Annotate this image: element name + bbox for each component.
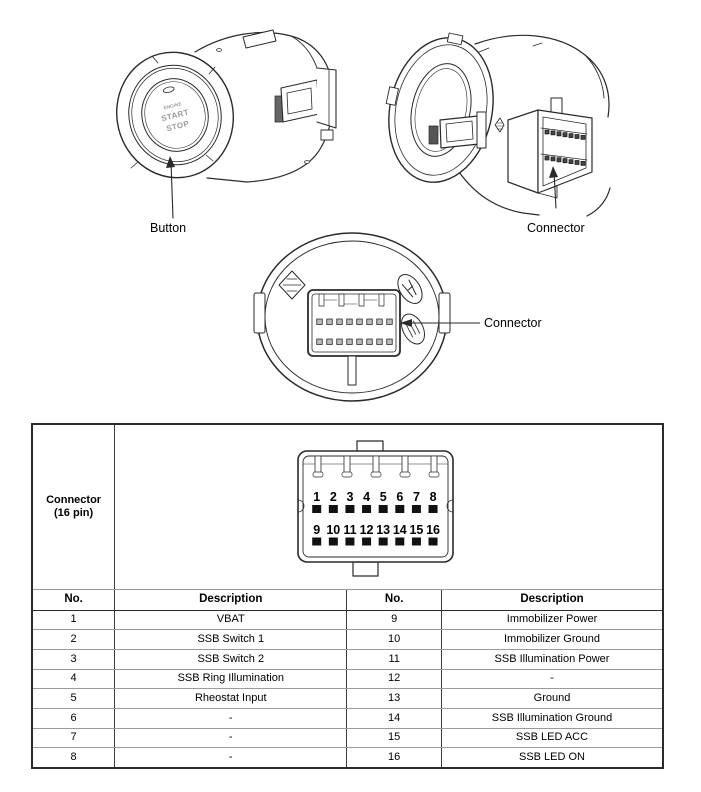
- pin-number-cell: 16: [347, 748, 442, 768]
- svg-text:6: 6: [396, 490, 404, 505]
- connector-title-line1: Connector: [46, 493, 102, 506]
- table-row: [32, 708, 663, 728]
- pin-table-body: [32, 610, 663, 768]
- connector-diagram-row: [32, 424, 663, 589]
- button-callout-arrow: [166, 156, 175, 218]
- connector-diagram-cell: [115, 424, 663, 589]
- svg-text:8: 8: [429, 490, 437, 505]
- pin-number-cell: 6: [32, 708, 115, 728]
- diamond-mark-icon: [495, 118, 504, 132]
- pin-description-cell: Immobilizer Power: [442, 610, 664, 630]
- bottom-view-figure: [245, 230, 480, 405]
- pin-number-cell: 14: [347, 708, 442, 728]
- button-figure: [95, 10, 340, 225]
- pin-number-cell: 8: [32, 748, 115, 768]
- header-no-right: No.: [347, 589, 442, 610]
- table-row: [32, 669, 663, 689]
- svg-text:11: 11: [343, 523, 357, 538]
- pin-description-cell: Immobilizer Ground: [442, 630, 664, 650]
- header-description-right: Description: [442, 589, 664, 610]
- connector-cell-title: [32, 424, 115, 589]
- button-label: Button: [150, 221, 187, 235]
- pin-description-cell: SSB LED ACC: [442, 728, 664, 748]
- pin-number-cell: 7: [32, 728, 115, 748]
- header-description-left: Description: [115, 589, 347, 610]
- pin-number-cell: 11: [347, 649, 442, 669]
- connector-stem: [348, 356, 356, 385]
- table-row: [32, 610, 663, 630]
- pin-number-cell: 4: [32, 669, 115, 689]
- pin-number-cell: 5: [32, 689, 115, 709]
- pin-number-cell: 10: [347, 630, 442, 650]
- pin-number-cell: 15: [347, 728, 442, 748]
- pin-description-cell: Ground: [442, 689, 664, 709]
- pin-number-cell: 9: [347, 610, 442, 630]
- pin-description-cell: SSB LED ON: [442, 748, 664, 768]
- connector-title-line2: (16 pin): [54, 506, 94, 519]
- svg-text:14: 14: [393, 523, 407, 538]
- pin-description-cell: SSB Illumination Power: [442, 649, 664, 669]
- mount-bracket: [317, 68, 336, 128]
- svg-text:9: 9: [313, 523, 321, 538]
- bottom-view-connector: [308, 290, 400, 356]
- svg-text:1: 1: [313, 490, 321, 505]
- svg-text:15: 15: [409, 523, 424, 538]
- svg-text:12: 12: [359, 523, 374, 538]
- rear-body: [475, 35, 609, 117]
- header-no-left: No.: [32, 589, 115, 610]
- svg-text:5: 5: [379, 490, 387, 505]
- bottom-connector-label: Connector: [484, 316, 542, 330]
- connector-pinout-table: [31, 423, 664, 769]
- table-row: [32, 748, 663, 768]
- pin-description-cell: -: [115, 708, 347, 728]
- pin-number-cell: 3: [32, 649, 115, 669]
- svg-text:7: 7: [413, 490, 421, 505]
- pin-number-cell: 13: [347, 689, 442, 709]
- left-tab: [254, 293, 265, 333]
- face-text-stop: STOP: [165, 118, 191, 134]
- svg-text:10: 10: [326, 523, 341, 538]
- pin-description-cell: SSB Switch 1: [115, 630, 347, 650]
- rear-connector-block: [508, 110, 592, 198]
- table-row: [32, 649, 663, 669]
- pin-description-cell: -: [115, 728, 347, 748]
- pin-description-cell: SSB Ring Illumination: [115, 669, 347, 689]
- pin-description-cell: SSB Illumination Ground: [442, 708, 664, 728]
- pin-number-cell: 2: [32, 630, 115, 650]
- face-text-start: START: [160, 107, 190, 124]
- right-tab: [439, 293, 450, 333]
- table-row: [32, 689, 663, 709]
- pin-description-cell: -: [442, 669, 664, 689]
- table-row: [32, 630, 663, 650]
- table-header-row: [32, 589, 663, 610]
- face-text-engine: ENGINE: [163, 101, 183, 111]
- pin-number-cell: 12: [347, 669, 442, 689]
- svg-text:13: 13: [376, 523, 391, 538]
- rear-connector-label: Connector: [527, 221, 585, 235]
- connector-pin-diagram: [293, 439, 463, 579]
- pin-description-cell: Rheostat Input: [115, 689, 347, 709]
- svg-text:2: 2: [329, 490, 337, 505]
- pin-description-cell: -: [115, 748, 347, 768]
- svg-text:4: 4: [363, 490, 371, 505]
- svg-text:16: 16: [426, 523, 441, 538]
- bottom-key-tab: [353, 562, 378, 576]
- svg-text:3: 3: [346, 490, 354, 505]
- pin-description-cell: VBAT: [115, 610, 347, 630]
- pin-description-cell: SSB Switch 2: [115, 649, 347, 669]
- table-row: [32, 728, 663, 748]
- rear-view-figure: [383, 22, 678, 222]
- pin-number-cell: 1: [32, 610, 115, 630]
